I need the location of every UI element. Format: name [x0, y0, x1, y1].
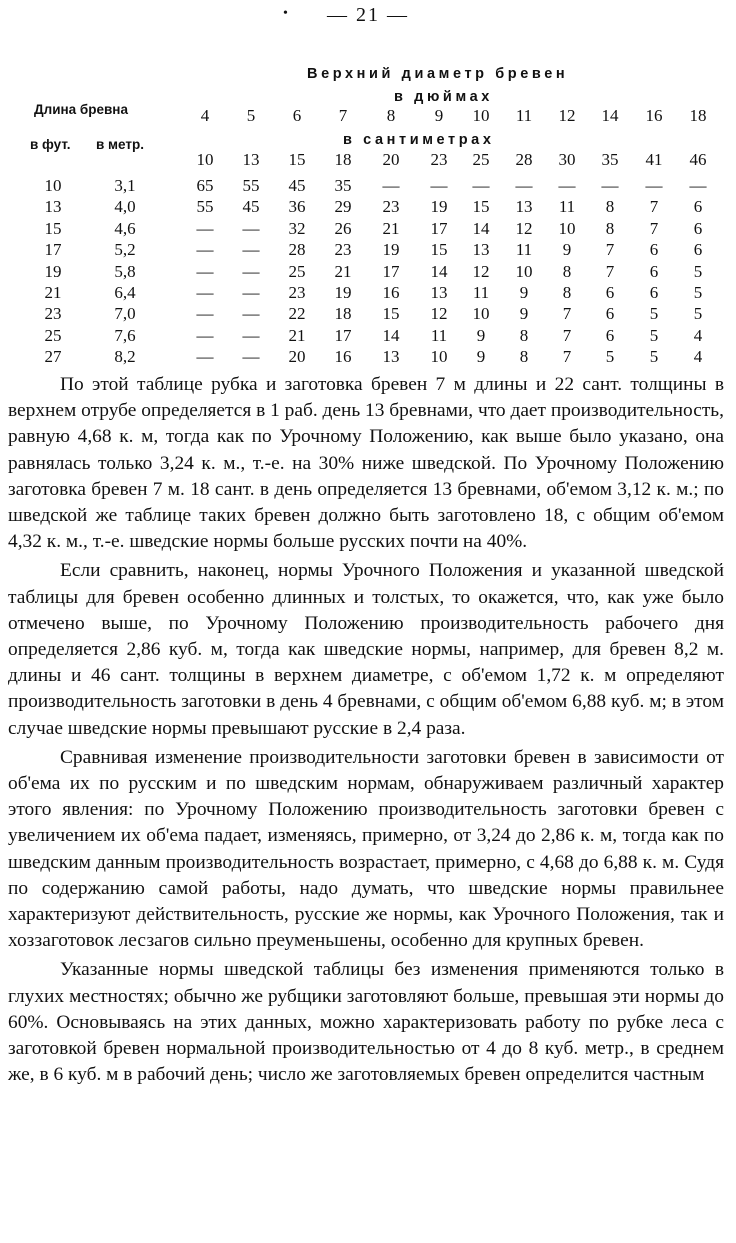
- value-cell: 9: [519, 304, 529, 324]
- value-cell: 5: [693, 261, 703, 281]
- paragraph: Если сравнить, наконец, нормы Урочного Положения и указанной шведской таблицы для бревен особенно длинных и толстых, то окажется, что, как уже было отмечено выше, по Урочному Положению производительность рабочего дня определяется 2,86 куб. м, тогда как шведские нормы, например, для бревен 8,2 м. длины и 46 сант. толщины в верхнем диаметре, с об'емом 1,72 к. м определяют производительность заготовки в день 4 бревнами, с общим об'емом 6,88 куб. м; в этом случае шведские нормы превышают русские в 2,4 раза.: [8, 560, 724, 739]
- value-cell: 11: [515, 240, 533, 260]
- value-cell: 6: [649, 283, 659, 302]
- value-cell: 12: [515, 218, 533, 238]
- feet-cell: 13: [44, 197, 62, 217]
- value-cell: 23: [334, 240, 352, 260]
- value-cell: 6: [605, 283, 615, 302]
- value-cell: 28: [288, 240, 306, 260]
- value-cell: —: [196, 240, 214, 260]
- value-cell: 6: [693, 240, 703, 260]
- value-cell: 6: [649, 240, 659, 260]
- value-cell: 17: [382, 261, 400, 281]
- meters-cell: 7,0: [114, 304, 136, 324]
- value-cell: 45: [242, 197, 260, 217]
- value-cell: 5: [693, 283, 703, 302]
- meters-cell: 3,1: [114, 176, 136, 195]
- value-cell: —: [242, 261, 260, 281]
- value-cell: —: [196, 261, 214, 281]
- value-cell: 36: [288, 197, 306, 217]
- page-mark: •: [283, 6, 290, 21]
- feet-header: в фут.: [30, 137, 71, 152]
- value-cell: 19: [382, 240, 400, 260]
- value-cell: —: [515, 176, 533, 195]
- page-number-text: — 21 —: [327, 4, 409, 26]
- value-cell: 5: [649, 325, 659, 345]
- inch-header-cell: 5: [246, 106, 256, 125]
- value-cell: 20: [288, 347, 306, 367]
- value-cell: —: [430, 176, 448, 195]
- value-cell: 9: [519, 283, 529, 302]
- inch-header-cell: 12: [558, 106, 576, 125]
- value-cell: 10: [472, 304, 490, 324]
- inch-header-cell: 7: [338, 106, 348, 125]
- value-cell: 5: [605, 347, 615, 367]
- feet-cell: 23: [44, 304, 62, 324]
- value-cell: 19: [334, 283, 352, 302]
- value-cell: —: [645, 176, 663, 195]
- value-cell: 7: [562, 304, 572, 324]
- cm-header-cell: 25: [472, 150, 490, 169]
- value-cell: 8: [519, 347, 529, 367]
- cm-header-cell: 20: [382, 150, 400, 169]
- value-cell: 7: [649, 218, 659, 238]
- value-cell: —: [242, 347, 260, 367]
- cm-header-cell: 23: [430, 150, 448, 169]
- value-cell: 14: [430, 261, 448, 281]
- value-cell: 17: [334, 325, 352, 345]
- value-cell: 7: [562, 347, 572, 367]
- value-cell: 11: [472, 283, 490, 302]
- value-cell: 65: [196, 176, 214, 195]
- value-cell: 14: [472, 218, 490, 238]
- inch-header-cell: 16: [645, 106, 663, 125]
- value-cell: 8: [562, 261, 572, 281]
- value-cell: 9: [476, 325, 486, 345]
- inch-header-cell: 4: [200, 106, 210, 125]
- value-cell: 26: [334, 218, 352, 238]
- value-cell: 10: [430, 347, 448, 367]
- value-cell: 19: [430, 197, 448, 217]
- value-cell: 13: [430, 283, 448, 302]
- feet-cell: 25: [44, 325, 62, 345]
- value-cell: 16: [382, 283, 400, 302]
- value-cell: 55: [196, 197, 214, 217]
- value-cell: 4: [693, 347, 703, 367]
- value-cell: —: [196, 347, 214, 367]
- feet-cell: 27: [44, 347, 62, 367]
- paragraph: Сравнивая изменение производительности заготовки бревен в зависимости от об'ема их по русским и по шведским нормам, обнаруживаем различный характер этого явления: по Урочному Положению производительность заготовки бревен с увеличением их об'ема падает, изменяясь, примерно, от 3,24 до 2,86 к. м, тогда как по шведским данным производительность возрастает, примерно, с 4,68 до 6,88 к. м. Судя по содержанию самой работы, надо думать, что шведские нормы правильнее характеризуют действительность, русские же нормы, как Урочного Положения, так и хоззаготовок лесзагов сильно преуменьшены, особенно для крупных бревен.: [8, 746, 724, 952]
- value-cell: 11: [430, 325, 448, 345]
- value-cell: 12: [472, 261, 490, 281]
- value-cell: 25: [288, 261, 306, 281]
- value-cell: 23: [288, 283, 306, 302]
- value-cell: 55: [242, 176, 260, 195]
- value-cell: 23: [382, 197, 400, 217]
- inch-header-cell: 10: [472, 106, 490, 125]
- value-cell: 32: [288, 218, 306, 238]
- table-title-diameter: Верхний диаметр бревен: [307, 66, 569, 82]
- value-cell: 14: [382, 325, 400, 345]
- inch-header-cell: 11: [515, 106, 533, 125]
- value-cell: —: [382, 176, 400, 195]
- value-cell: 13: [382, 347, 400, 367]
- meters-cell: 5,8: [114, 261, 136, 281]
- value-cell: —: [242, 325, 260, 345]
- value-cell: —: [558, 176, 576, 195]
- length-header: Длина бревна: [34, 102, 128, 117]
- value-cell: —: [472, 176, 490, 195]
- value-cell: 21: [288, 325, 306, 345]
- value-cell: 15: [382, 304, 400, 324]
- value-cell: 22: [288, 304, 306, 324]
- value-cell: 5: [649, 304, 659, 324]
- feet-cell: 21: [44, 283, 62, 302]
- value-cell: —: [242, 240, 260, 260]
- value-cell: 35: [334, 176, 352, 195]
- meters-header: в метр.: [96, 137, 144, 152]
- feet-cell: 17: [44, 240, 62, 260]
- feet-cell: 19: [44, 261, 62, 281]
- meters-cell: 4,0: [114, 197, 136, 217]
- value-cell: 45: [288, 176, 306, 195]
- value-cell: 21: [334, 261, 352, 281]
- value-cell: 8: [605, 218, 615, 238]
- value-cell: 13: [515, 197, 533, 217]
- value-cell: 5: [693, 304, 703, 324]
- cm-header-cell: 15: [288, 150, 306, 169]
- value-cell: 29: [334, 197, 352, 217]
- value-cell: 8: [562, 283, 572, 302]
- cm-header-cell: 13: [242, 150, 260, 169]
- feet-cell: 10: [44, 176, 62, 195]
- table-title-inches: в дюймах: [394, 89, 493, 105]
- value-cell: 6: [693, 197, 703, 217]
- value-cell: 18: [334, 304, 352, 324]
- value-cell: 4: [693, 325, 703, 345]
- meters-cell: 8,2: [114, 347, 136, 367]
- value-cell: 6: [649, 261, 659, 281]
- inch-header-cell: 9: [434, 106, 444, 125]
- paragraph: По этой таблице рубка и заготовка бревен 7 м длины и 22 сант. толщины в верхнем отрубе определяется в 1 раб. день 13 бревнами, что дает производительность, равную 4,68 к. м, тогда как по Урочному Положению, как выше было указано, она равнялась только 3,24 к. м., т.-е. на 30% ниже шведской. По Урочному Положению заготовка бревен 7 м. 18 сант. в день определяется 13 бревнами, об'емом 3,12 к. м.; по шведской же таблице таких бревен должно быть заготовлено 18, с общим об'емом 4,32 к. м., т.-е. шведские нормы больше русских почти на 40%.: [8, 374, 724, 553]
- value-cell: 17: [430, 218, 448, 238]
- log-diameter-table: [0, 0, 736, 380]
- meters-cell: 5,2: [114, 240, 136, 260]
- value-cell: —: [196, 325, 214, 345]
- inch-header-cell: 6: [292, 106, 302, 125]
- value-cell: 7: [605, 240, 615, 260]
- cm-header-cell: 18: [334, 150, 352, 169]
- value-cell: 10: [558, 218, 576, 238]
- value-cell: 8: [519, 325, 529, 345]
- meters-cell: 4,6: [114, 218, 136, 238]
- value-cell: 9: [476, 347, 486, 367]
- value-cell: —: [242, 304, 260, 324]
- value-cell: 12: [430, 304, 448, 324]
- cm-header-cell: 30: [558, 150, 576, 169]
- value-cell: 16: [334, 347, 352, 367]
- inch-header-cell: 14: [601, 106, 619, 125]
- paragraph: Указанные нормы шведской таблицы без изменения применяются только в глухих местностях; обычно же рубщики заготовляют больше, превышая эти нормы до 60%. Основываясь на этих данных, можно характеризовать работу по рубке леса с заготовкой бревен нормальной производительностью от 4 до 8 куб. метр., в среднем же, в 6 куб. м в рабочий день; число же заготовляемых бревен определится частным: [8, 959, 724, 1086]
- value-cell: 21: [382, 218, 400, 238]
- cm-header-cell: 10: [196, 150, 214, 169]
- cm-header-cell: 41: [645, 150, 663, 169]
- inch-header-cell: 18: [689, 106, 707, 125]
- cm-header-cell: 46: [689, 150, 707, 169]
- value-cell: —: [601, 176, 619, 195]
- value-cell: 9: [562, 240, 572, 260]
- value-cell: —: [242, 218, 260, 238]
- value-cell: 11: [558, 197, 576, 217]
- cm-header-cell: 28: [515, 150, 533, 169]
- value-cell: 15: [430, 240, 448, 260]
- value-cell: —: [689, 176, 707, 195]
- value-cell: 7: [649, 197, 659, 217]
- value-cell: 6: [605, 325, 615, 345]
- table-title-centimeters: в сантиметрах: [343, 132, 495, 148]
- value-cell: 10: [515, 261, 533, 281]
- feet-cell: 15: [44, 218, 62, 238]
- value-cell: —: [242, 283, 260, 302]
- value-cell: 6: [693, 218, 703, 238]
- body-text: [8, 372, 724, 1088]
- cm-header-cell: 35: [601, 150, 619, 169]
- inch-header-cell: 8: [386, 106, 396, 125]
- value-cell: —: [196, 218, 214, 238]
- value-cell: —: [196, 304, 214, 324]
- value-cell: 8: [605, 197, 615, 217]
- value-cell: 6: [605, 304, 615, 324]
- value-cell: 15: [472, 197, 490, 217]
- value-cell: —: [196, 283, 214, 302]
- value-cell: 7: [605, 261, 615, 281]
- value-cell: 13: [472, 240, 490, 260]
- meters-cell: 7,6: [114, 325, 136, 345]
- value-cell: 7: [562, 325, 572, 345]
- meters-cell: 6,4: [114, 283, 136, 302]
- value-cell: 5: [649, 347, 659, 367]
